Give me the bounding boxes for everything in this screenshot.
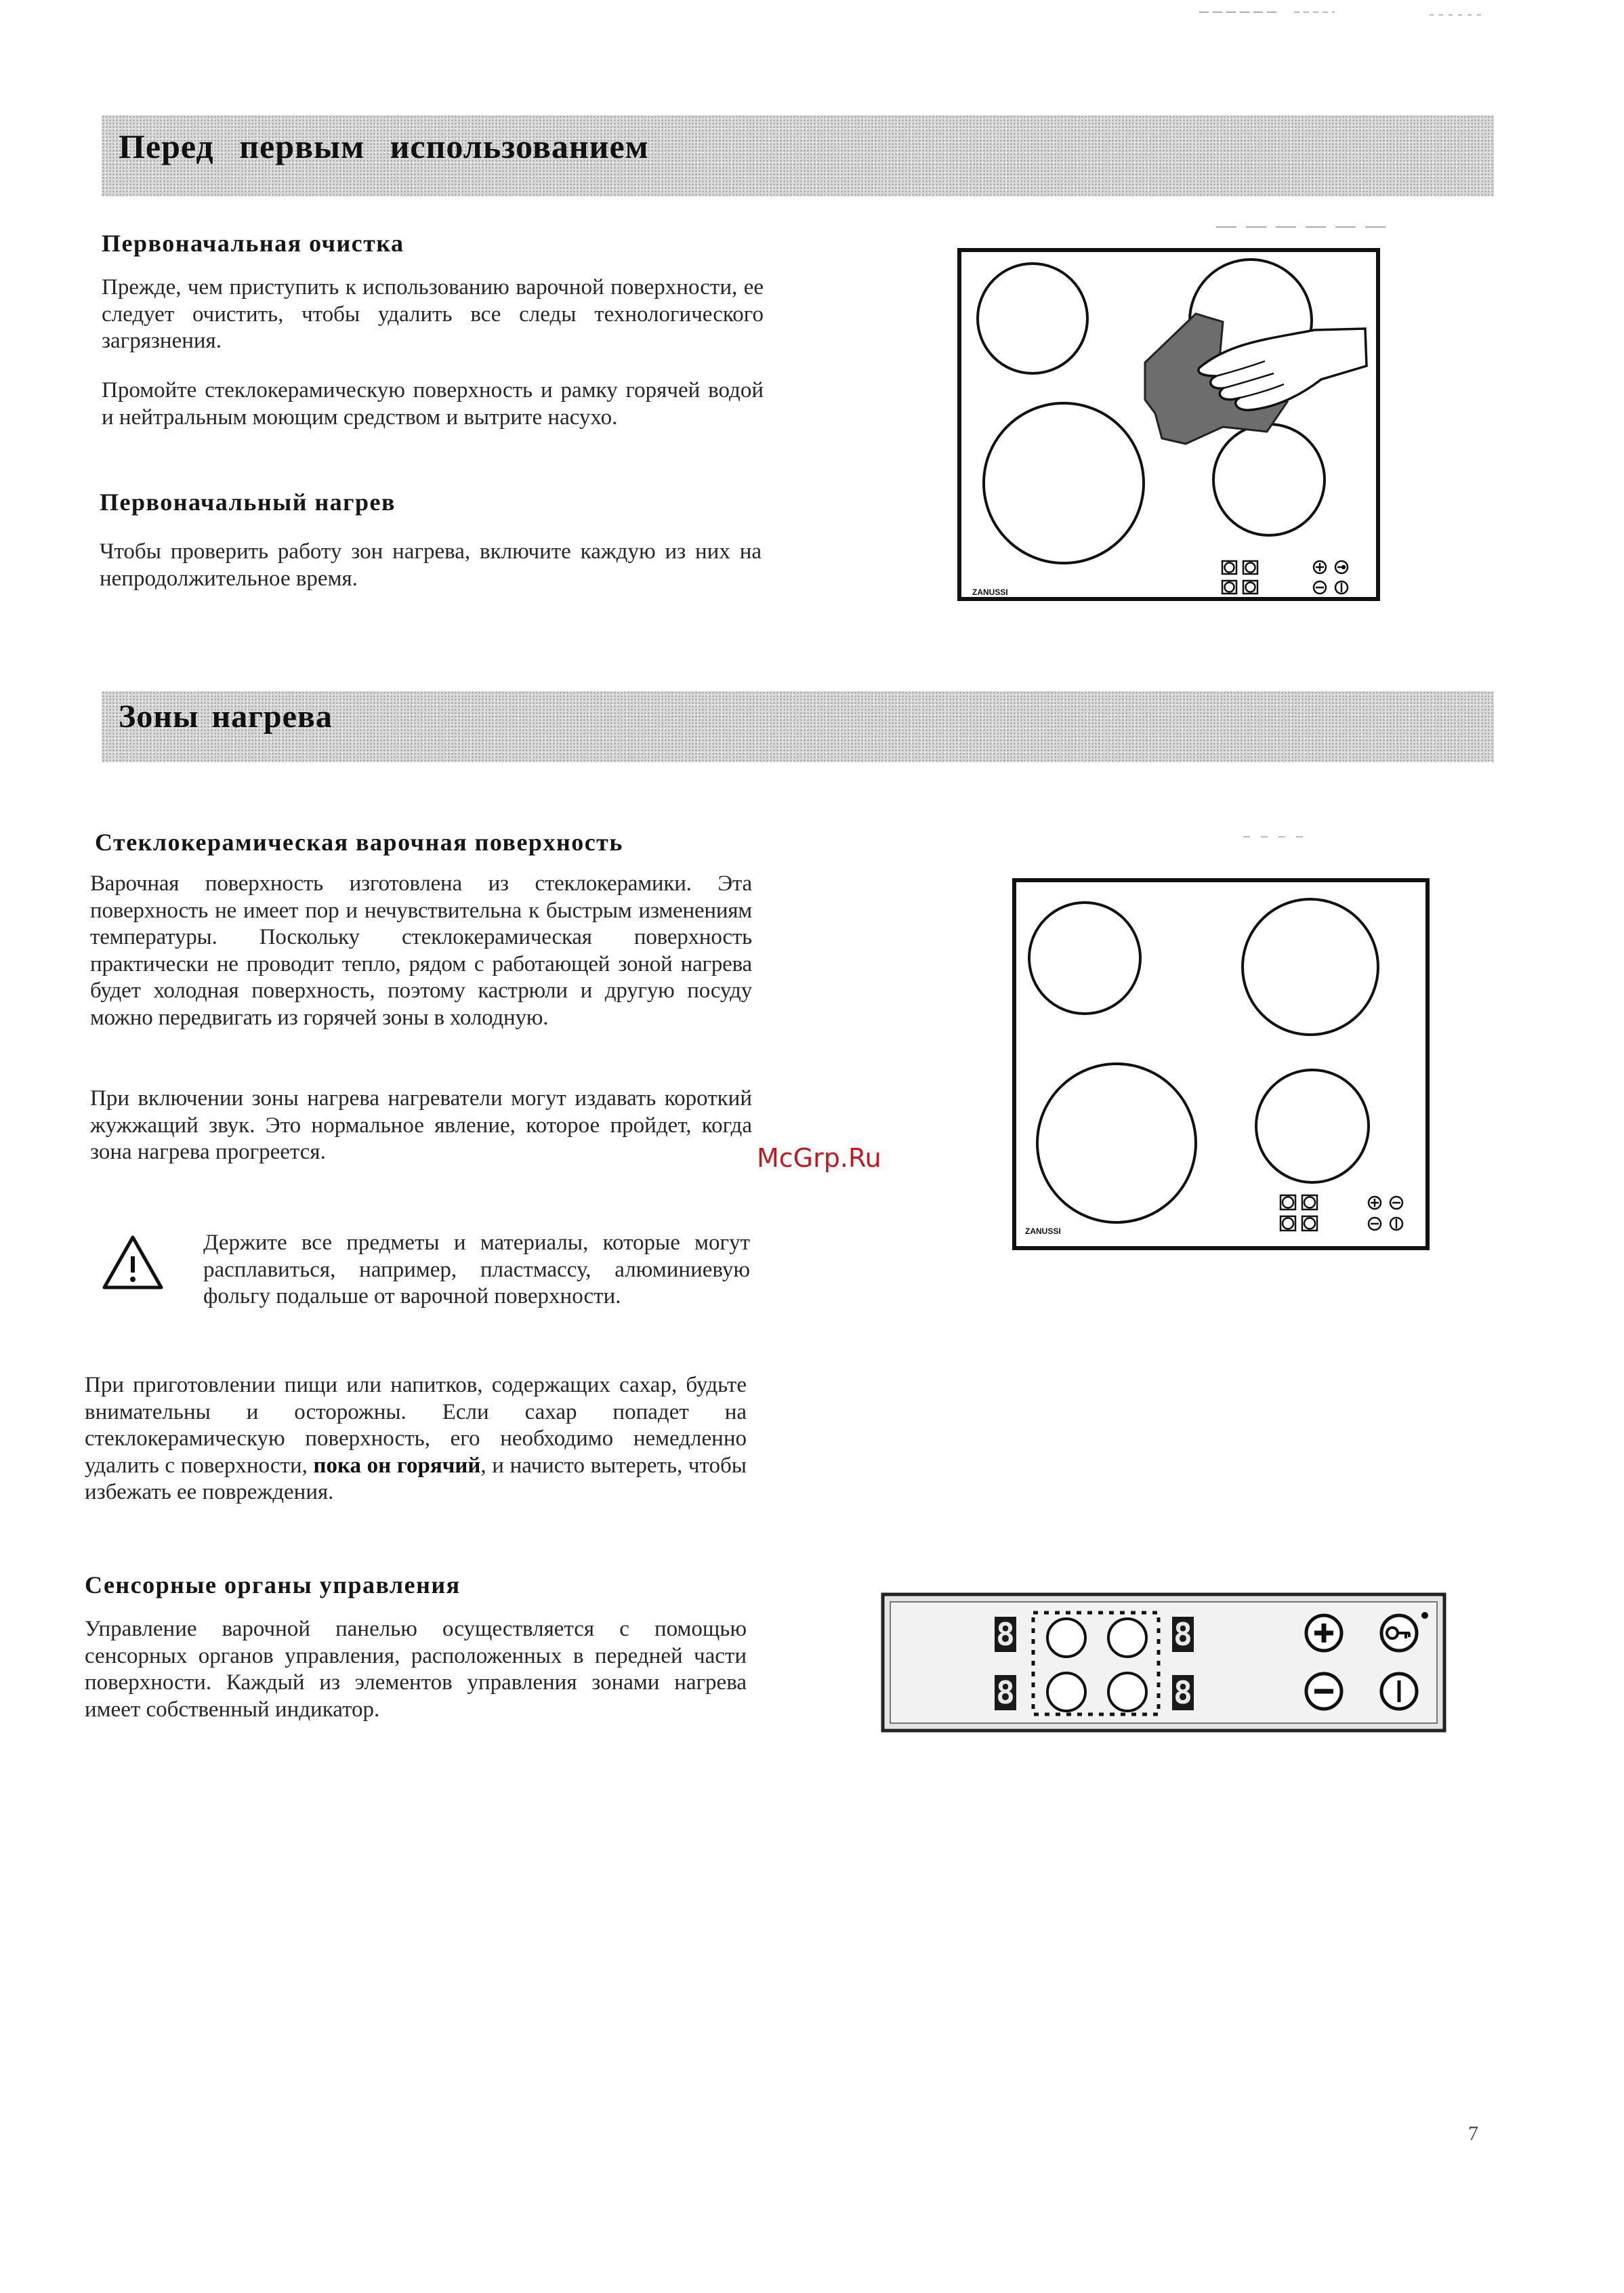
hob-top-view-illustration [1006,823,1440,1257]
zone-display-top-left: 8 [995,1617,1016,1652]
zone-key-back-left[interactable] [1108,1619,1146,1657]
hob-cleaning-illustration [952,220,1392,620]
brand-label: ZANUSSI [972,587,1008,597]
zone-selector-keys [1038,1614,1157,1716]
section-title-heating-zones: Зоны нагрева [119,699,333,735]
plus-icon[interactable] [1304,1613,1344,1653]
paragraph-glass-2: При включении зоны нагрева нагреватели могут издавать короткий жужжащий звук. Это нормальное явление, которое пройдет, когда зона нагрева прогреется. [90,1086,752,1165]
sugar-text-before: При приготовлении пищи или напитков, содержащих сахар, будьте внимательны и осторожны. Если сахар попадет на стеклокерамическую поверхность, его необходимо немедленно удалить с поверхности, [85,1373,747,1478]
zone-key-front-right[interactable] [1047,1673,1085,1711]
heading-touch-controls: Сенсорные органы управления [85,1571,461,1598]
paragraph-touch: Управление варочной панелью осуществляется с помощью сенсорных органов управления, расположенных в передней части поверхности. Каждый из элементов управления зонами нагрева имеет собственный индикатор. [85,1617,747,1722]
paragraph-warning: Держите все предметы и материалы, которые могут расплавиться, например, пластмассу, алюминиевую фольгу подальше от варочной поверхности. [203,1231,750,1309]
zone-display-bottom-left: 8 [995,1675,1016,1710]
key-lock-icon[interactable] [1379,1613,1419,1653]
hob-frame [1014,880,1428,1248]
paragraph-heating-1: Чтобы проверить работу зон нагрева, включите каждую из них на непродолжительное время. [100,539,762,591]
paragraph-cleaning-1: Прежде, чем приступить к использованию варочной поверхности, ее следует очистить, чтобы удалить все следы технологического загрязнения. [102,275,764,354]
brand-label: ZANUSSI [1025,1226,1061,1236]
section-title-before-use: Перед первым использованием [119,127,649,165]
power-icon[interactable] [1379,1671,1419,1712]
sugar-text-bold: пока он горячий [313,1453,481,1478]
minus-icon[interactable] [1304,1671,1344,1712]
touch-control-panel [881,1592,1446,1733]
sugar-text-after: , и начисто вытереть, чтобы избежать ее повреждения. [85,1453,747,1505]
zone-display-top-right: 8 [1172,1617,1194,1652]
paragraph-cleaning-2: Промойте стеклокерамическую поверхность и рамку горячей водой и нейтральным моющим средством и вытрите насухо. [102,378,764,430]
page-number: 7 [1468,2122,1478,2145]
zone-display-bottom-right: 8 [1172,1675,1194,1710]
heading-initial-heating: Первоначальный нагрев [100,489,396,516]
warning-triangle-icon [100,1233,165,1292]
scan-artifacts [1199,5,1497,19]
zone-key-front-left[interactable] [1047,1619,1085,1657]
heading-initial-cleaning: Первоначальная очистка [102,230,404,257]
zone-key-back-right[interactable] [1108,1673,1146,1711]
paragraph-glass-1: Варочная поверхность изготовлена из стеклокерамики. Эта поверхность не имеет пор и нечувствительна к быстрым изменениям температуры. Поскольку стеклокерамическая поверхность практически не проводит тепло, рядом с работающей зоной нагрева будет холодная поверхность, поэтому кастрюли и другую посуду можно передвигать из горячей зоны в холодную. [90,871,752,1030]
heading-glass-ceramic: Стеклокерамическая варочная поверхность [95,829,623,856]
paragraph-sugar [85,1372,747,1506]
panel-frame [881,1592,1446,1733]
watermark-link[interactable]: McGrp.Ru [757,1143,881,1173]
